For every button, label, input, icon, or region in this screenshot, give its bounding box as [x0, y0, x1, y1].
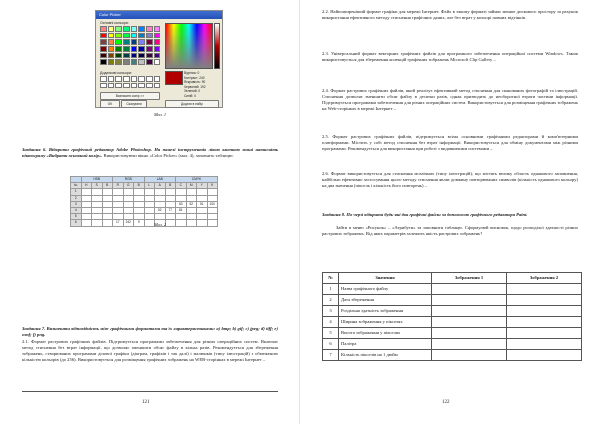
color-swatch[interactable] [146, 39, 153, 45]
sheet-group-rgb: RGB [113, 177, 145, 183]
color-swatch[interactable] [100, 53, 107, 59]
row-label: Висота зображення у пікселях [339, 328, 432, 339]
sheet-cell: 3 [71, 201, 82, 207]
table-row [323, 306, 582, 317]
sheet-cell[interactable]: 17 [113, 220, 124, 226]
task6-paragraph [22, 147, 278, 159]
color-swatch[interactable] [123, 46, 130, 52]
row-label: Роздільна здатність зображення [339, 306, 432, 317]
task8-text: Зайти в меню «Рисунок» – «Атрибути» та заповнити таблицю. Сформулюй висновок, щодо розподілої здатності різних растрових зображень. Від яких параметрів залежить якість растрових зображень? [322, 225, 578, 237]
color-swatch[interactable] [146, 59, 153, 65]
image-1-cell[interactable] [432, 284, 507, 295]
sheet-cell: 4 [71, 207, 82, 213]
image-1-cell[interactable] [432, 350, 507, 361]
basic-colors-grid [100, 26, 160, 65]
row-number: 7 [323, 350, 339, 361]
custom-swatch[interactable] [131, 83, 138, 89]
sheet-cell[interactable] [92, 220, 103, 226]
color-swatch[interactable] [146, 46, 153, 52]
green-field[interactable]: Зелений: 0 [184, 89, 201, 94]
item-2-6: 2.6. Формат використовується для стиснення мозаїчних (типу ілюстрацій), що містять велику область однакового заповнення, найбільш ефективно застосування цього методу стиснення являє довжину повторюваних символів (кількість однакового кольору) на два значення (піксель і кількість його повторень) – [322, 171, 578, 189]
color-swatch[interactable] [108, 46, 115, 52]
color-swatch[interactable] [115, 39, 122, 45]
ok-button[interactable]: OK [100, 100, 120, 108]
red-field[interactable]: Червоний: 192 [184, 84, 206, 89]
custom-colors-grid [100, 76, 160, 88]
spreadsheet-figure [70, 176, 218, 227]
sheet-cell[interactable] [81, 220, 92, 226]
custom-swatch[interactable] [115, 76, 122, 82]
sheet-cell[interactable]: 63 [176, 201, 187, 207]
sheet-cell[interactable]: 52 [155, 207, 166, 213]
sheet-header-cell: G [123, 183, 134, 189]
sheet-header-cell: K [207, 183, 218, 189]
color-swatch[interactable] [154, 39, 161, 45]
color-swatch[interactable] [154, 46, 161, 52]
item-2-3: 2.3. Універсальний формат векторних графічних файлів для програмного забезпечення операційної системи Windows. Також використовується для збереження колекцій графічних зображень Microsoft Clip Gallery – [322, 51, 578, 63]
image-1-cell[interactable] [432, 306, 507, 317]
row-label: Дата збереження [339, 295, 432, 306]
color-swatch[interactable] [146, 53, 153, 59]
custom-colors-label: Додаткові кольори: [100, 71, 132, 75]
color-swatch[interactable] [131, 53, 138, 59]
row-number: 5 [323, 328, 339, 339]
custom-swatch[interactable] [123, 83, 130, 89]
color-swatch[interactable] [115, 26, 122, 32]
sheet-cell[interactable] [197, 220, 208, 226]
sheet-header-cell: B [165, 183, 176, 189]
color-swatch[interactable] [123, 53, 130, 59]
color-swatch[interactable] [123, 59, 130, 65]
custom-swatch[interactable] [146, 83, 153, 89]
page-number-left: 121 [142, 400, 150, 405]
color-swatch[interactable] [115, 46, 122, 52]
attributes-table [322, 272, 582, 361]
color-swatch[interactable] [131, 33, 138, 39]
figure1-caption: Мал. 1 [153, 112, 167, 117]
row-label: Назва графічного файлу [339, 284, 432, 295]
image-2-cell[interactable] [507, 317, 582, 328]
color-swatch[interactable] [108, 59, 115, 65]
sheet-group-lab: LAB [144, 177, 176, 183]
hue-field[interactable]: Відтінок: 0 [184, 71, 200, 75]
luminance-slider[interactable] [214, 23, 220, 69]
sheet-cell[interactable] [186, 220, 197, 226]
color-swatch[interactable] [138, 46, 145, 52]
sheet-header-cell: R [113, 183, 124, 189]
sheet-cell[interactable]: 9 [134, 220, 145, 226]
cancel-button[interactable]: Скасувати [121, 100, 147, 108]
sheet-cell[interactable] [207, 220, 218, 226]
color-preview [165, 71, 183, 85]
custom-swatch[interactable] [123, 76, 130, 82]
sheet-header-cell: B [134, 183, 145, 189]
sheet-cell[interactable] [102, 220, 113, 226]
color-swatch[interactable] [131, 59, 138, 65]
color-swatch[interactable] [131, 46, 138, 52]
sheet-cell[interactable]: 242 [123, 220, 134, 226]
sheet-cell[interactable]: 51 [197, 201, 208, 207]
custom-swatch[interactable] [138, 83, 145, 89]
attributes-table-body [323, 284, 582, 361]
custom-swatch[interactable] [100, 76, 107, 82]
col-number: № [323, 273, 339, 284]
color-swatch[interactable] [115, 33, 122, 39]
table-row [323, 317, 582, 328]
color-swatch[interactable] [154, 33, 161, 39]
color-swatch[interactable] [123, 26, 130, 32]
row-label: Палітра [339, 339, 432, 350]
item-2-4: 2.4. Формат растрових графічних файлів, який реалізує ефективний метод стиснення для сканованих фотографій та ілюстрацій. Стиснення дозволяє зменшити обсяг файлу в десятки разів, однак призводить до необоротної втрати частини інформації. Підтримується програмами забезпечення для різних операційних систем. Використовується для розміщення графічних зображень на Web-сторінках в мережі Інтернет – [322, 88, 578, 112]
custom-swatch[interactable] [154, 83, 161, 89]
sheet-cell[interactable]: 81 [176, 207, 187, 213]
color-swatch[interactable] [108, 33, 115, 39]
task7-heading-paragraph [22, 326, 278, 338]
task7-item-1: 2.1. Формат растрових графічних файлів. Підтримується програмами забезпечення для різних операційних систем. Включає метод стиснення без втрат інформації, що дозволяє зменшити обсяг файлу в кілька разів. Рекомендується для збереження зображень, створюваних програмами ділової графіки (діаграм, графіків і так далі) і малюнків (типу ілюстрацій) з обмеженою кількістю кольорів (до 256). Використовується для розміщення графічних зображень на WEB-сторінках в мережі Інтернет – [22, 339, 278, 363]
image-1-cell[interactable] [432, 295, 507, 306]
color-swatch[interactable] [138, 26, 145, 32]
sheet-header-cell: B [102, 183, 113, 189]
sheet-header-cell: A [155, 183, 166, 189]
page-number-right: 122 [442, 400, 450, 405]
color-swatch[interactable] [146, 26, 153, 32]
col-image-1: Зображення 1 [432, 273, 507, 284]
row-number: 2 [323, 295, 339, 306]
sheet-cell[interactable]: 52 [186, 201, 197, 207]
color-fields [184, 71, 206, 99]
item-2-2: 2.2. Найпоширеніший формат графіки для мережі Інтернет. Файл в такому форматі займає менше дискового простору за рахунок використання ефективного методу стиснення графічних даних, але без втрат у кольорі повних відтінків. [322, 9, 578, 21]
sheet-group-hsb: HSB [81, 177, 113, 183]
custom-swatch[interactable] [154, 76, 161, 82]
row-label: Ширина зображення у пікселях [339, 317, 432, 328]
sheet-group-cmyk: CMYK [176, 177, 218, 183]
image-2-cell[interactable] [507, 350, 582, 361]
task7-heading: Завдання 7. Визначити відповідність між графічними форматами та їх характеристиками: a) bmp; b) gif; c) jpeg; d) tiff; e) wmf; f) png. [22, 326, 278, 338]
table-row [323, 350, 582, 361]
col-image-2: Зображення 2 [507, 273, 582, 284]
color-swatch[interactable] [100, 33, 107, 39]
row-number: 3 [323, 306, 339, 317]
table-row [323, 328, 582, 339]
sheet-header-cell: Y [197, 183, 208, 189]
sheet-header-cell: M [186, 183, 197, 189]
color-table [70, 176, 218, 227]
row-number: 1 [323, 284, 339, 295]
color-spectrum[interactable] [165, 23, 213, 69]
color-swatch[interactable] [100, 46, 107, 52]
image-1-cell[interactable] [432, 317, 507, 328]
custom-swatch[interactable] [100, 83, 107, 89]
col-value: Значення [339, 273, 432, 284]
image-2-cell[interactable] [507, 284, 582, 295]
color-swatch[interactable] [123, 39, 130, 45]
sheet-cell: 1 [71, 189, 82, 195]
color-swatch[interactable] [100, 59, 107, 65]
custom-swatch[interactable] [115, 83, 122, 89]
color-swatch[interactable] [146, 33, 153, 39]
image-1-cell[interactable] [432, 339, 507, 350]
color-swatch[interactable] [100, 39, 107, 45]
sheet-cell: 5 [71, 214, 82, 220]
answer-line [22, 391, 278, 392]
image-2-cell[interactable] [507, 328, 582, 339]
sheet-cell: 2 [71, 195, 82, 201]
sheet-header-cell: S [92, 183, 103, 189]
dialog-title: Color Picker [96, 11, 222, 19]
color-swatch[interactable] [131, 26, 138, 32]
color-swatch[interactable] [108, 26, 115, 32]
basic-colors-label: Основні кольори: [100, 21, 129, 25]
color-swatch[interactable] [108, 53, 115, 59]
custom-swatch[interactable] [131, 76, 138, 82]
sat-field[interactable]: Контраст: 240 [184, 75, 205, 80]
task6-heading: Завдання 6. Відкрити графічний редактор Adobe Photoshop. На панелі інструментів лівою кнопкою миші натисніть піктограму «Вибрати основний колір». [22, 147, 278, 159]
figure2-caption: Мал. 2 [153, 222, 167, 227]
custom-swatch[interactable] [146, 76, 153, 82]
color-swatch[interactable] [138, 33, 145, 39]
color-swatch[interactable] [123, 33, 130, 39]
sheet-header-cell: H [81, 183, 92, 189]
define-color-button[interactable]: Визначити колір >> [100, 92, 160, 100]
table-row [323, 295, 582, 306]
color-picker-dialog [95, 10, 223, 108]
row-number: 4 [323, 317, 339, 328]
blue-field[interactable]: Синій: 0 [184, 93, 196, 98]
sheet-header-cell: L [144, 183, 155, 189]
color-swatch[interactable] [138, 39, 145, 45]
color-swatch[interactable] [154, 59, 161, 65]
custom-swatch[interactable] [108, 83, 115, 89]
sheet-body [71, 189, 218, 226]
image-2-cell[interactable] [507, 295, 582, 306]
item-2-5: 2.5. Формат растрових графічних файлів, підтримується всіма основними графічними редакторами й комп'ютерними платформами. Містить у собі метод стиснення без втрат інформації. Використовується для обміну документами між різними програмами. Рекомендується для використання при роботі з видавничими системами – [322, 134, 578, 152]
image-2-cell[interactable] [507, 306, 582, 317]
table-header-row [323, 273, 582, 284]
task6-text: Використовуючи вікно «Color Picker» (мал. 4), заповніть таблицю: [102, 153, 234, 159]
sheet-cell[interactable]: 100 [207, 201, 218, 207]
table-row [323, 284, 582, 295]
color-swatch[interactable] [131, 39, 138, 45]
sheet-header-cell: C [176, 183, 187, 189]
color-swatch[interactable] [154, 26, 161, 32]
lum-field[interactable]: Яскравість: 90 [184, 80, 206, 85]
sheet-cell: 6 [71, 220, 82, 226]
color-swatch[interactable] [138, 53, 145, 59]
color-swatch[interactable] [115, 59, 122, 65]
task8-heading-paragraph [322, 212, 578, 218]
color-swatch[interactable] [100, 26, 107, 32]
table-row [323, 339, 582, 350]
image-2-cell[interactable] [507, 339, 582, 350]
sheet-header-cell: № [71, 183, 82, 189]
color-swatch[interactable] [138, 59, 145, 65]
custom-swatch[interactable] [108, 76, 115, 82]
row-label: Кількість пікселів на 1 дюйм [339, 350, 432, 361]
color-swatch[interactable] [108, 39, 115, 45]
add-custom-button[interactable]: Додати в набір [165, 100, 219, 108]
custom-swatch[interactable] [138, 76, 145, 82]
image-1-cell[interactable] [432, 328, 507, 339]
color-swatch[interactable] [154, 53, 161, 59]
task8-heading: Завдання 8. По черзі відкрити будь-які два графічні файли за допомогою графічного редактора Paint. [322, 212, 528, 217]
sheet-cell[interactable]: 77 [165, 207, 176, 213]
color-swatch[interactable] [115, 53, 122, 59]
row-number: 6 [323, 339, 339, 350]
